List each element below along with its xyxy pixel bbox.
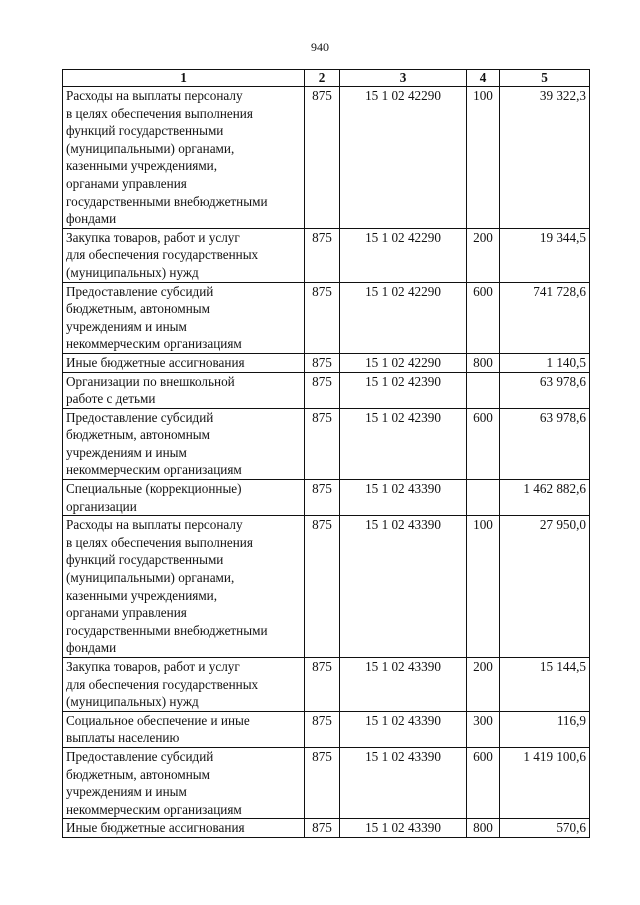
- cell-target: 15 1 02 43390: [340, 747, 467, 818]
- cell-expense-type: 600: [467, 747, 500, 818]
- cell-expense-type: 800: [467, 353, 500, 372]
- cell-name: Предоставление субсидий бюджетным, автономным учреждениям и иным некоммерческим организациям: [63, 408, 305, 479]
- cell-amount: 116,9: [500, 711, 590, 747]
- cell-amount: 570,6: [500, 819, 590, 838]
- column-header-ministry: 2: [305, 70, 340, 87]
- column-header-amount: 5: [500, 70, 590, 87]
- cell-target: 15 1 02 42390: [340, 372, 467, 408]
- cell-amount: 1 140,5: [500, 353, 590, 372]
- cell-name: Расходы на выплаты персоналу в целях обеспечения выполнения функций государственными (муниципальными) органами, казенными учреждениями, органами управления государственными внебюджетными фондами: [63, 516, 305, 658]
- table-row: [63, 87, 590, 229]
- cell-expense-type: 300: [467, 711, 500, 747]
- cell-ministry: 875: [305, 711, 340, 747]
- budget-table: [62, 69, 590, 838]
- table-row: [63, 658, 590, 712]
- cell-target: 15 1 02 43390: [340, 516, 467, 658]
- cell-ministry: 875: [305, 372, 340, 408]
- column-header-target: 3: [340, 70, 467, 87]
- cell-expense-type: 200: [467, 658, 500, 712]
- column-header-expense-type: 4: [467, 70, 500, 87]
- cell-expense-type: 100: [467, 516, 500, 658]
- cell-name: Расходы на выплаты персоналу в целях обеспечения выполнения функций государственными (муниципальными) органами, казенными учреждениями, органами управления государственными внебюджетными фондами: [63, 87, 305, 229]
- cell-ministry: 875: [305, 353, 340, 372]
- table-row: [63, 408, 590, 479]
- cell-expense-type: 600: [467, 408, 500, 479]
- table-row: [63, 372, 590, 408]
- cell-name: Организации по внешкольной работе с детьми: [63, 372, 305, 408]
- table-row: [63, 819, 590, 838]
- cell-expense-type: 200: [467, 228, 500, 282]
- cell-ministry: 875: [305, 747, 340, 818]
- table-row: [63, 711, 590, 747]
- cell-ministry: 875: [305, 228, 340, 282]
- cell-name: Предоставление субсидий бюджетным, автономным учреждениям и иным некоммерческим организациям: [63, 282, 305, 353]
- cell-target: 15 1 02 43390: [340, 819, 467, 838]
- cell-target: 15 1 02 42290: [340, 87, 467, 229]
- cell-amount: 19 344,5: [500, 228, 590, 282]
- cell-ministry: 875: [305, 480, 340, 516]
- cell-ministry: 875: [305, 819, 340, 838]
- cell-name: Предоставление субсидий бюджетным, автономным учреждениям и иным некоммерческим организациям: [63, 747, 305, 818]
- cell-ministry: 875: [305, 408, 340, 479]
- cell-amount: 741 728,6: [500, 282, 590, 353]
- cell-ministry: 875: [305, 87, 340, 229]
- cell-amount: 27 950,0: [500, 516, 590, 658]
- cell-expense-type: 600: [467, 282, 500, 353]
- cell-name: Закупка товаров, работ и услуг для обеспечения государственных (муниципальных) нужд: [63, 228, 305, 282]
- cell-name: Иные бюджетные ассигнования: [63, 353, 305, 372]
- cell-name: Социальное обеспечение и иные выплаты населению: [63, 711, 305, 747]
- table-body: [63, 87, 590, 838]
- cell-target: 15 1 02 42290: [340, 228, 467, 282]
- table-row: [63, 747, 590, 818]
- page-number: 940: [311, 40, 329, 54]
- cell-target: 15 1 02 42390: [340, 408, 467, 479]
- cell-amount: 39 322,3: [500, 87, 590, 229]
- cell-amount: 63 978,6: [500, 408, 590, 479]
- cell-ministry: 875: [305, 658, 340, 712]
- cell-amount: 1 419 100,6: [500, 747, 590, 818]
- cell-name: Закупка товаров, работ и услуг для обеспечения государственных (муниципальных) нужд: [63, 658, 305, 712]
- cell-target: 15 1 02 43390: [340, 658, 467, 712]
- column-header-name: 1: [63, 70, 305, 87]
- cell-amount: 1 462 882,6: [500, 480, 590, 516]
- cell-expense-type: 800: [467, 819, 500, 838]
- cell-amount: 63 978,6: [500, 372, 590, 408]
- cell-ministry: 875: [305, 516, 340, 658]
- cell-name: Специальные (коррекционные) организации: [63, 480, 305, 516]
- table-row: [63, 480, 590, 516]
- cell-amount: 15 144,5: [500, 658, 590, 712]
- table-row: [63, 282, 590, 353]
- cell-expense-type: 100: [467, 87, 500, 229]
- cell-ministry: 875: [305, 282, 340, 353]
- cell-target: 15 1 02 42290: [340, 353, 467, 372]
- cell-target: 15 1 02 43390: [340, 480, 467, 516]
- table-row: [63, 353, 590, 372]
- cell-expense-type: [467, 372, 500, 408]
- cell-target: 15 1 02 43390: [340, 711, 467, 747]
- table-row: [63, 516, 590, 658]
- header-row: [63, 70, 590, 87]
- cell-target: 15 1 02 42290: [340, 282, 467, 353]
- cell-expense-type: [467, 480, 500, 516]
- table-row: [63, 228, 590, 282]
- cell-name: Иные бюджетные ассигнования: [63, 819, 305, 838]
